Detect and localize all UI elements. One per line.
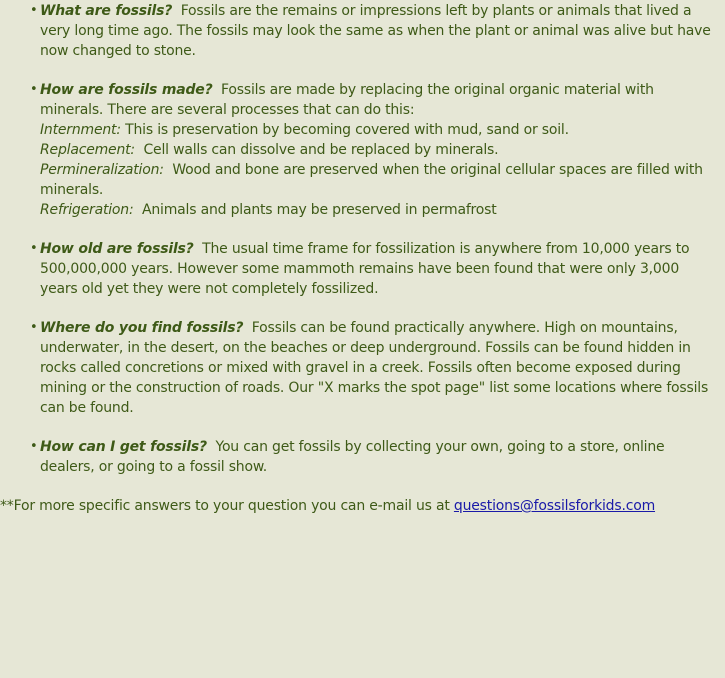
faq-question: How can I get fossils? xyxy=(40,439,207,455)
faq-answer: Fossils can be found practically anywhere. High on mountains, underwater, in the desert, on the beaches or deep underground. Fossils can be found hidden in rocks called concretions or mixed with gravel in a creek. Fossils often become exposed during mining or the construction of roads. Our "X marks the spot page" list some locations where fossils can be found. xyxy=(40,320,709,416)
process-internment xyxy=(40,120,720,140)
process-replacement xyxy=(40,140,720,160)
faq-item-where-find-fossils xyxy=(30,318,720,418)
faq-item-how-are-fossils-made xyxy=(30,80,720,220)
faq-list xyxy=(0,1,720,477)
process-refrigeration xyxy=(40,200,720,220)
faq-item-what-are-fossils xyxy=(30,1,720,61)
bullet-icon: • xyxy=(30,439,38,454)
process-label: Refrigeration: xyxy=(40,202,134,218)
faq-question: Where do you find fossils? xyxy=(40,320,244,336)
faq-item-how-old-are-fossils xyxy=(30,239,720,299)
process-text: This is preservation by becoming covered with mud, sand or soil. xyxy=(125,122,569,138)
faq-item-how-get-fossils xyxy=(30,437,720,477)
contact-footer xyxy=(0,496,725,516)
process-label: Internment: xyxy=(40,122,121,138)
bullet-icon: • xyxy=(30,3,38,18)
footer-text: **For more specific answers to your question you can e-mail us at xyxy=(0,498,450,514)
faq-question: How old are fossils? xyxy=(40,241,194,257)
process-text: Wood and bone are preserved when the original cellular spaces are filled with minerals. xyxy=(40,162,703,198)
faq-answer: The usual time frame for fossilization is anywhere from 10,000 years to 500,000,000 years. However some mammoth remains have been found that were only 3,000 years old yet they were not completely fossilized. xyxy=(40,241,690,297)
faq-answer: Fossils are made by replacing the original organic material with minerals. There are several processes that can do this: xyxy=(40,82,654,118)
process-label: Permineralization: xyxy=(40,162,164,178)
faq-answer: Fossils are the remains or impressions left by plants or animals that lived a very long time ago. The fossils may look the same as when the plant or animal was alive but have now changed to stone. xyxy=(40,3,711,59)
process-text: Cell walls can dissolve and be replaced by minerals. xyxy=(143,142,499,158)
faq-answer: You can get fossils by collecting your own, going to a store, online dealers, or going to a fossil show. xyxy=(40,439,665,475)
bullet-icon: • xyxy=(30,320,38,335)
bullet-icon: • xyxy=(30,82,38,97)
process-permineralization xyxy=(40,160,720,200)
process-text: Animals and plants may be preserved in permafrost xyxy=(142,202,497,218)
email-link[interactable]: questions@fossilsforkids.com xyxy=(453,498,656,514)
bullet-icon: • xyxy=(30,241,38,256)
process-label: Replacement: xyxy=(40,142,135,158)
faq-question: How are fossils made? xyxy=(40,82,213,98)
faq-question: What are fossils? xyxy=(40,3,173,19)
